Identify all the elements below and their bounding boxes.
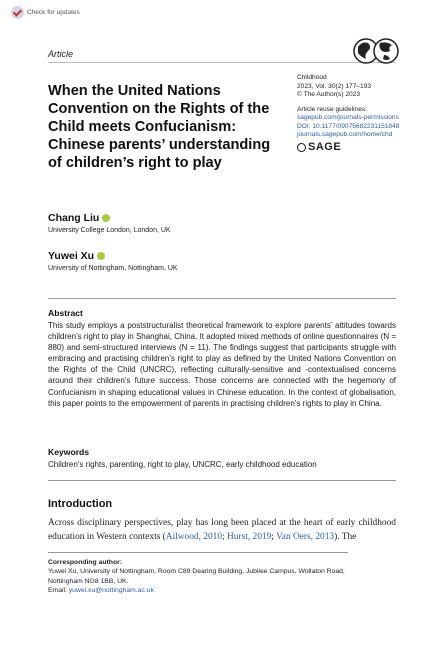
journal-copyright: © The Author(s) 2023 (297, 91, 361, 98)
abstract-text: This study employs a poststructuralist theoretical framework to explore parents’ attitudes towards children’s right to play in Shanghai, China. It adopted mixed methods of online questionnaires (N = 880) and semi-structured interviews (N = 11). The findings suggest that participants struggle with embracing and practising children’s right to play as defined by the United Nations Convention on the Rights of the Child (UNCRC), reflecting culturally-sensitive and -contextualised concerns around their children’s future success. Those concerns are connected with the hegemony of Confucianism in shaping educational values in Chinese education. In the context of globalisation, this paper points to the empowerment of parents in practising children’s rights to play in China. (48, 321, 396, 408)
citation-separator: ; (271, 531, 277, 542)
journal-citation: 2023, Vol. 30(2) 177–193 (297, 82, 372, 90)
article-type-label: Article (48, 49, 74, 59)
check-updates-icon (11, 6, 24, 19)
footnote-divider (48, 552, 348, 553)
reuse-label: Article reuse guidelines: (297, 105, 368, 113)
author-2-affiliation: University of Nottingham, Nottingham, UK (48, 265, 178, 272)
author-name (48, 212, 110, 224)
sage-logo-text: SAGE (308, 140, 342, 153)
corresponding-label: Corresponding author: (48, 559, 123, 566)
journal-name: Childhood (297, 74, 327, 81)
corresponding-email-row (48, 586, 396, 595)
introduction-heading: Introduction (48, 498, 113, 510)
doi-link[interactable]: DOI: 10.1177/09075682231151848 (297, 122, 400, 130)
author-1-affiliation: University College London, London, UK (48, 227, 171, 234)
article-title: When the United Nations Convention on the Rights of the Child meets Confucianism: Chinese parents’ understanding of children’s right to play (48, 83, 271, 171)
orcid-icon[interactable] (97, 252, 105, 260)
corresponding-author (48, 558, 396, 595)
check-for-updates-badge[interactable] (11, 6, 80, 19)
check-updates-label: Check for updates (27, 9, 80, 16)
keywords-heading: Keywords (48, 447, 90, 457)
reuse-link[interactable]: sagepub.com/journals-permissions (297, 114, 399, 121)
citation-link[interactable]: Van Oers, 2013 (276, 531, 335, 542)
sage-logo (297, 140, 407, 153)
journal-home-link[interactable]: journals.sagepub.com/home/chd (297, 131, 393, 138)
sage-ring-icon (297, 143, 306, 152)
abstract-divider (48, 298, 396, 299)
journal-meta (297, 74, 407, 152)
author-name (48, 250, 105, 262)
keywords-text: Children’s rights, parenting, right to play, UNCRC, early childhood education (48, 460, 317, 469)
header-divider (48, 62, 396, 63)
intro-text-start: Across disciplinary perspectives, play has long been placed at the heart of early childhood education in Western contexts ( (48, 518, 396, 542)
author-2-name: Yuwei Xu (48, 250, 95, 262)
citation-link[interactable]: Ailwood, 2010 (165, 531, 223, 542)
citation-separator: ; (222, 531, 227, 542)
email-label: Email: (48, 586, 69, 594)
orcid-icon[interactable] (102, 214, 110, 222)
email-link[interactable]: yuwei.xu@nottingham.ac.uk (68, 586, 154, 594)
introduction-text (48, 517, 396, 544)
citation-link[interactable]: Hurst, 2019 (227, 531, 272, 542)
corresponding-address-line1: Yuwei Xu, University of Nottingham, Room C89 Dearing Building, Jubilee Campus, Wollaton Road, (48, 568, 345, 576)
author-1-name: Chang Liu (48, 212, 100, 224)
globe-icon (352, 33, 400, 69)
keywords-divider (48, 480, 396, 481)
abstract-heading: Abstract (48, 308, 83, 318)
intro-text-end: ). The (334, 531, 357, 542)
corresponding-address-line2: Nottingham NG8 1BB, UK. (48, 577, 129, 585)
